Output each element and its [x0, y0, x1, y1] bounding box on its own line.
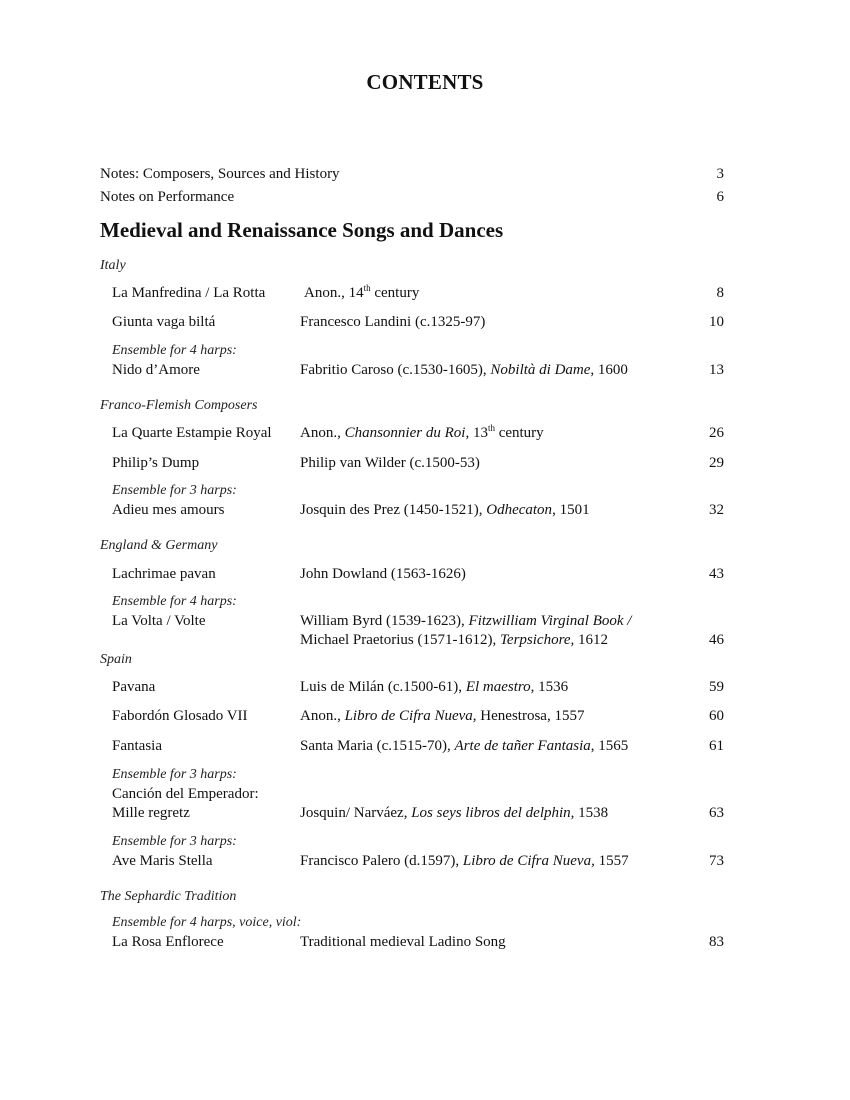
- ensemble-label: Ensemble for 3 harps:: [112, 767, 237, 782]
- page-number: 46: [709, 632, 724, 648]
- toc-entry-piece[interactable]: Fantasia: [112, 738, 162, 754]
- page-number: 26: [709, 425, 724, 441]
- toc-entry-piece[interactable]: La Manfredina / La Rotta: [112, 285, 266, 301]
- toc-entry-piece[interactable]: Philip’s Dump: [112, 455, 200, 471]
- toc-entry-piece[interactable]: Adieu mes amours: [112, 502, 225, 518]
- toc-entry-notes-performance[interactable]: Notes on Performance: [100, 189, 235, 205]
- toc-entry-source: Josquin des Prez (1450-1521), Odhecaton, 1501: [300, 502, 590, 518]
- toc-entry-piece[interactable]: Ave Maris Stella: [112, 853, 213, 869]
- page-number: 6: [716, 189, 724, 205]
- region-heading-spain: Spain: [100, 652, 132, 667]
- part-heading: Medieval and Renaissance Songs and Dances: [100, 218, 504, 242]
- toc-entry-source: Santa Maria (c.1515-70), Arte de tañer Fantasia, 1565: [300, 738, 629, 754]
- toc-entry-source: Philip van Wilder (c.1500-53): [300, 455, 480, 471]
- page-number: 73: [709, 853, 724, 869]
- page-number: 8: [716, 285, 724, 301]
- toc-entry-source: John Dowland (1563-1626): [300, 566, 466, 582]
- toc-entry-piece[interactable]: Canción del Emperador:: [112, 786, 259, 802]
- page-number: 29: [709, 455, 724, 471]
- page-number: 83: [709, 934, 724, 950]
- toc-entry-piece[interactable]: La Quarte Estampie Royal: [112, 425, 272, 441]
- toc-entry-piece[interactable]: La Volta / Volte: [112, 613, 206, 629]
- ensemble-label: Ensemble for 4 harps:: [112, 594, 237, 609]
- toc-entry-piece[interactable]: Giunta vaga biltá: [112, 314, 216, 330]
- toc-entry-piece[interactable]: Lachrimae pavan: [112, 566, 216, 582]
- ensemble-label: Ensemble for 3 harps:: [112, 483, 237, 498]
- page-number: 3: [716, 166, 724, 182]
- toc-entry-piece[interactable]: La Rosa Enflorece: [112, 934, 224, 950]
- region-heading-england-germany: England & Germany: [100, 538, 218, 553]
- page-number: 32: [709, 502, 724, 518]
- page-number: 59: [709, 679, 724, 695]
- toc-entry-source: Anon., 14th century: [304, 283, 420, 301]
- ensemble-label: Ensemble for 4 harps:: [112, 343, 237, 358]
- toc-entry-piece[interactable]: Pavana: [112, 679, 156, 695]
- toc-entry-source: Fabritio Caroso (c.1530-1605), Nobiltà di Dame, 1600: [300, 362, 628, 378]
- toc-entry-piece-line2[interactable]: Mille regretz: [112, 805, 190, 821]
- page-number: 43: [709, 566, 724, 582]
- page-number: 63: [709, 805, 724, 821]
- toc-entry-source: Traditional medieval Ladino Song: [300, 934, 506, 950]
- region-heading-italy: Italy: [100, 258, 126, 273]
- region-heading-franco-flemish: Franco-Flemish Composers: [100, 398, 258, 413]
- ensemble-label: Ensemble for 4 harps, voice, viol:: [112, 915, 302, 930]
- toc-entry-source: Luis de Milán (c.1500-61), El maestro, 1536: [300, 679, 569, 695]
- toc-entry-source: Anon., Libro de Cifra Nueva, Henestrosa, 1557: [300, 708, 585, 724]
- region-heading-sephardic: The Sephardic Tradition: [100, 889, 237, 904]
- toc-entry-source: Francisco Palero (d.1597), Libro de Cifra Nueva, 1557: [300, 853, 629, 869]
- toc-entry-source: Francesco Landini (c.1325-97): [300, 314, 486, 330]
- page-title: CONTENTS: [366, 70, 484, 94]
- toc-entry-piece[interactable]: Fabordón Glosado VII: [112, 708, 248, 724]
- toc-entry-source-line2: Michael Praetorius (1571-1612), Terpsichore, 1612: [300, 632, 609, 648]
- ensemble-label: Ensemble for 3 harps:: [112, 834, 237, 849]
- page-number: 60: [709, 708, 724, 724]
- toc-entry-source: William Byrd (1539-1623), Fitzwilliam Virginal Book /: [300, 613, 632, 629]
- toc-entry-notes-composers[interactable]: Notes: Composers, Sources and History: [100, 166, 340, 182]
- page-number: 61: [709, 738, 724, 754]
- page-number: 13: [709, 362, 724, 378]
- toc-entry-source: Josquin/ Narváez, Los seys libros del delphin, 1538: [300, 805, 609, 821]
- toc-entry-source: Anon., Chansonnier du Roi, 13th century: [300, 423, 544, 441]
- page-number: 10: [709, 314, 724, 330]
- toc-entry-piece[interactable]: Nido d’Amore: [112, 362, 200, 378]
